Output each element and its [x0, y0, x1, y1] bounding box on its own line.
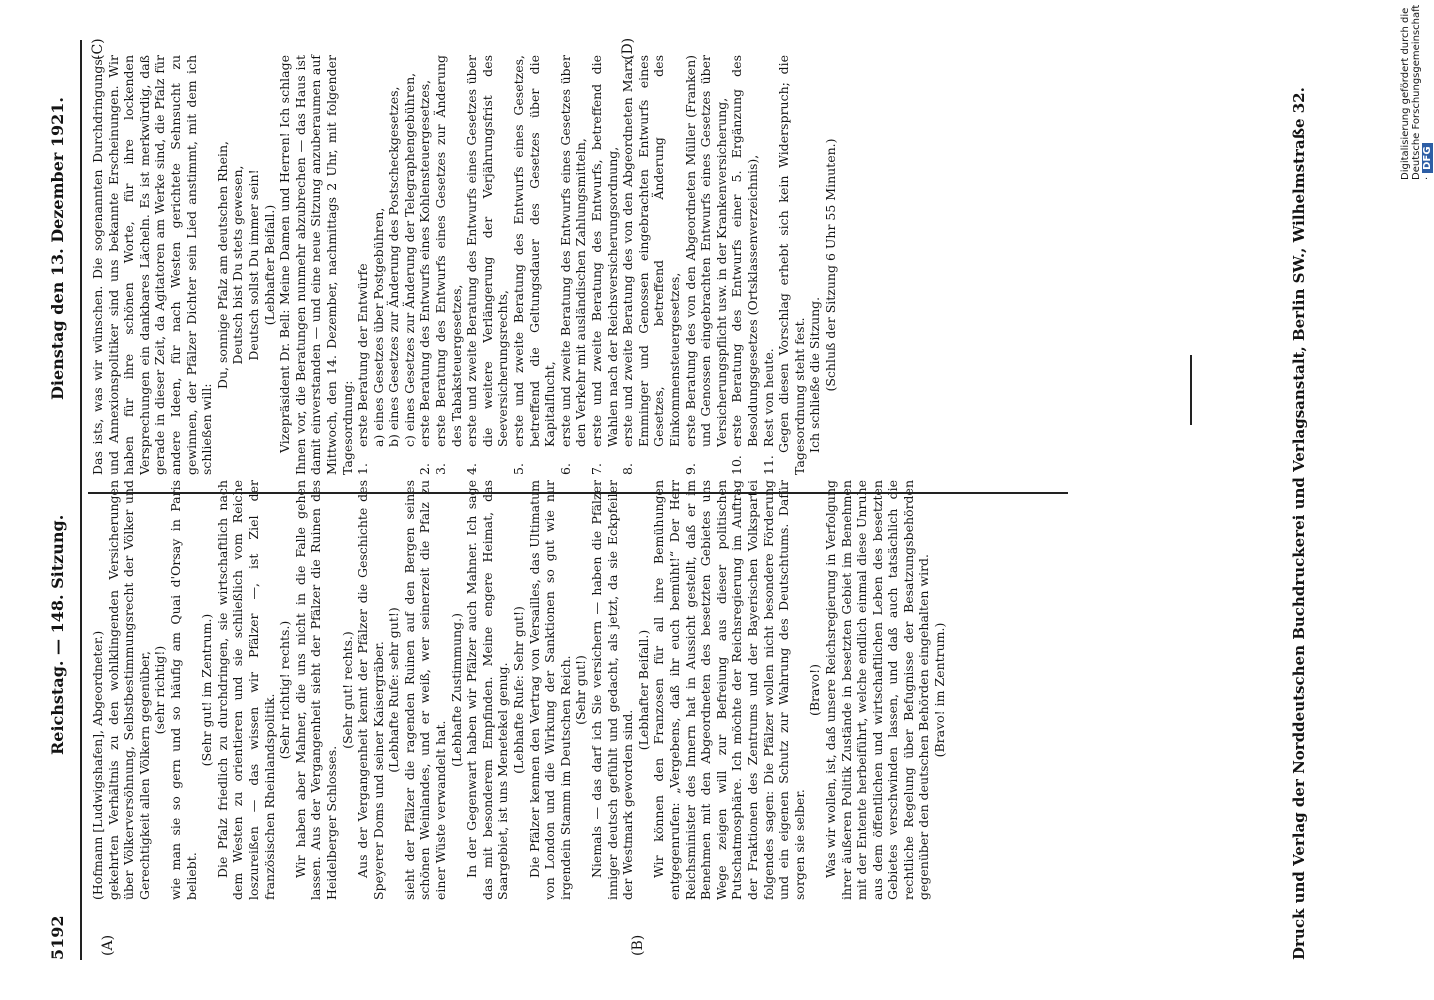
- agenda-text: erste Beratung des Entwurfs eines Kohlensteuergesetzes,: [417, 79, 433, 447]
- agenda-number: 9.: [682, 463, 698, 475]
- interjection: (Sehr gut! rechts.): [339, 631, 355, 749]
- digitization-note: [1400, 0, 1433, 180]
- interjection: (Sehr gut!): [573, 655, 589, 725]
- paragraph: Wir können den Franzosen für all ihre Bemühungen entgegenrufen: „Vergebens, daß ihr euch bemüht!“ Der Herr Reichsminister des Innern hat in Aussicht gestellt, daß er im Benehmen mit den Abgeordneten des besetzten Gebietes uns Wege zeigen will zur Befreiung aus dieser politischen Putschatmosphäre. Ich möchte der Reichsregierung im Auftrag der Fraktionen des Zentrums und der Bayerischen Volkspartei folgendes sagen: Die Pfälzer wollen nicht besondere Förderung und ein eigenen Schutz zur Wahrung des Deutschtums. Dafür sorgen sie selber.: [651, 480, 807, 900]
- paragraph: sieht der Pfälzer die ragenden Ruinen auf den Bergen seines schönen Weinlandes, und er weiß, wer seinerzeit die Pfalz zu einer Wüste verwandelt hat.: [401, 480, 449, 900]
- agenda-number: 2.: [417, 463, 433, 475]
- paragraph: In der Gegenwart haben wir Pfälzer auch Mahner. Ich sage das mit besonderem Empfinden. Meine engere Heimat, das Saargebiet, ist uns Menetekel genug.: [464, 480, 511, 900]
- agenda-item: [729, 55, 760, 475]
- digitization-text: Digitalisierung gefördert durch die Deutsche Forschungsgemeinschaft ·: [1400, 4, 1433, 180]
- page-number: 5192: [48, 915, 67, 960]
- session-title: Reichstag. — 148. Sitzung.: [48, 514, 67, 755]
- agenda-subitem: b) eines Gesetzes zur Änderung des Postscheckgesetzes,: [386, 86, 402, 447]
- paragraph: Ich schließe die Sitzung.: [807, 296, 823, 453]
- paragraph: Die Pfälzer kennen den Vertrag von Versailles, das Ultimatum von London und die Wirkung der Sanktionen so gut wie nur irgendein Stamm im Deutschen Reich.: [526, 480, 573, 900]
- agenda-number: 10.: [729, 455, 745, 475]
- paragraph: Gegen diesen Vorschlag erhebt sich kein Widerspruch; die Tagesordnung steht fest.: [776, 55, 807, 475]
- agenda-number: 8.: [620, 463, 636, 475]
- agenda-item: [620, 55, 682, 475]
- interjection: Du, sonnige Pfalz am deutschen Rhein,: [214, 141, 230, 389]
- interjection: Deutsch sollst Du immer sein!: [245, 169, 261, 361]
- margin-marker-c: (C): [90, 38, 106, 60]
- column-separator: [88, 492, 1068, 494]
- interjection: (Lebhafte Rufe: sehr gut!): [386, 607, 402, 773]
- agenda-text: erste Beratung des Entwurfs einer 5. Ergänzung des Besoldungsgesetzes (Ortsklassenverzeichnis),: [729, 55, 760, 447]
- paragraph: Aus der Vergangenheit kennt der Pfälzer die Geschichte des Speyerer Doms und seiner Kaisergräber.: [355, 480, 386, 900]
- agenda-text: Rest von heute.: [760, 348, 776, 447]
- interjection: (sehr richtig!): [152, 645, 168, 735]
- interjection: (Sehr richtig! rechts.): [277, 620, 293, 760]
- interjection: (Lebhafte Zustimmung.): [448, 613, 464, 767]
- end-rule: [1190, 355, 1192, 425]
- agenda-number: 5.: [511, 463, 527, 475]
- interjection: (Lebhafte Rufe: Sehr gut!): [511, 606, 527, 774]
- right-column: [90, 55, 839, 475]
- agenda-number: 6.: [557, 463, 573, 475]
- agenda-item: [511, 55, 558, 475]
- margin-marker-b: (B): [630, 934, 646, 956]
- agenda-text: erste und zweite Beratung des Entwurfs eines Gesetzes, betreffend die Geltungsdauer des Gesetzes über die Kapitalflucht,: [511, 55, 558, 447]
- agenda-item: [683, 55, 730, 475]
- agenda-text: erste und zweite Beratung des von den Abgeordneten Marx, Emminger und Genossen eingebrachten Entwurfs eines Gesetzes, betreffend Änderung des Einkommensteuergesetzes,: [620, 55, 682, 447]
- imprint-footer: Druck und Verlag der Norddeutschen Buchdruckerei und Verlagsanstalt, Berlin SW., Wilhelmstraße 32.: [1290, 87, 1308, 960]
- interjection: (Sehr gut! im Zentrum.): [199, 613, 215, 767]
- agenda-text: erste Beratung des Entwurfs eines Gesetzes zur Änderung des Tabaksteuergesetzes,: [433, 55, 464, 447]
- paragraph: gekehrten Verhältnis zu den wohlklingenden Versicherungen über Völkerversöhnung, Selbstbestimmungsrecht der Völker und Gerechtigkeit allen Völkern gegenüber,: [105, 480, 152, 900]
- interjection: (Schluß der Sitzung 6 Uhr 55 Minuten.): [822, 138, 838, 392]
- agenda-item: [464, 55, 511, 475]
- agenda-subitem: c) eines Gesetzes zur Änderung der Telegraphengebühren,: [401, 72, 417, 447]
- interjection: (Lebhafter Beifall.): [635, 629, 651, 751]
- paragraph: (Hofmann [Ludwigshafen], Abgeordneter.): [90, 630, 105, 900]
- agenda-text: erste und zweite Beratung des Entwurfs eines Gesetzes über den Verkehr mit ausländischen Zahlungsmitteln,: [557, 55, 589, 447]
- agenda-item: [761, 55, 777, 475]
- paragraph: Was wir wollen, ist, daß unsere Reichsregierung in Verfolgung ihrer äußeren Politik Zustände in besetzten Gebiet im Benehmen mit der Entente herbeiführt, welche endlich einmal diese Unruhe aus dem öffentlichen und wirtschaftlichen Leben des besetzten Gebietes verschwinden lassen, und daß auch tatsächlich die rechtliche Regelung über Befugnisse der Besatzungsbehörden gegenüber den deutschen Behörden eingehalten wird.: [822, 480, 932, 900]
- agenda-item: [433, 55, 464, 475]
- interjection: (Bravo! im Zentrum.): [932, 622, 948, 758]
- agenda-item: [417, 55, 433, 475]
- paragraph: Wir haben aber Mahner, die uns nicht in die Falle gehen lassen. Aus der Vergangenheit sieht der Pfälzer die Ruinen des Heidelberger Schlosses.: [292, 480, 339, 900]
- margin-marker-a: (A): [100, 934, 116, 956]
- session-date: Dienstag den 13. Dezember 1921.: [48, 97, 67, 400]
- agenda-subitem: a) eines Gesetzes über Postgebühren,: [370, 207, 386, 447]
- interjection: (Bravo!): [807, 664, 823, 716]
- agenda-number: 7.: [589, 463, 604, 475]
- paragraph: wie man sie so gern und so häufig am Quai d'Orsay in Paris beliebt.: [167, 480, 199, 900]
- paragraph: Das ists, was wir wünschen. Die sogenannten Durchdringungs- und Annexionspolitiker sind uns bekannte Erscheinungen. Wir haben für ihre schönen Worte, für ihre lockenden Versprechungen ein dankbares Lächeln. Es ist merkwürdig, daß gerade in dieser Zeit, da Agitatoren am Werke sind, die Pfalz für andere Ideen, für nach Westen gerichtete Sehnsucht zu gewinnen, der Pfälzer Dichter sein Lied anstimmt, mit dem ich schließen will:: [90, 55, 215, 475]
- paragraph: Niemals — das darf ich Sie versichern — haben die Pfälzer inniger deutsch gefühlt und gedacht, als jetzt, da sie Eckpfeiler der Westmark geworden sind.: [589, 480, 636, 900]
- paragraph: Die Pfalz friedlich zu durchdringen, sie wirtschaftlich nach dem Westen zu orientieren und sie schließlich vom Reiche loszureißen — das wissen wir Pfälzer —, ist Ziel der französischen Rheinlandspolitik.: [214, 480, 277, 900]
- margin-marker-d: (D): [620, 37, 636, 60]
- paragraph: Vizepräsident Dr. Bell: Meine Damen und Herren! Ich schlage Ihnen vor, die Beratungen nunmehr abzubrechen — das Haus ist damit einverstanden — und eine neue Sitzung anzuberaumen auf Mittwoch, den 14. Dezember, nachmittags 2 Uhr, mit folgender Tagesordnung:: [277, 55, 355, 475]
- agenda-item: [589, 55, 620, 475]
- agenda-number: 1.: [355, 463, 371, 475]
- page-header: [48, 40, 82, 960]
- left-column: [90, 480, 948, 900]
- agenda-number: 11.: [760, 455, 776, 475]
- agenda-number: 3.: [433, 463, 449, 475]
- agenda-item: [558, 55, 589, 475]
- agenda-item: [355, 55, 371, 475]
- interjection: (Lebhafter Beifall.): [261, 204, 277, 326]
- agenda-text: erste und zweite Beratung des Entwurfs eines Gesetzes über die weitere Verlängerung der Verjährungsfrist des Seeversicherungsrechts,: [464, 55, 511, 447]
- dfg-logo: DFG: [1422, 143, 1433, 172]
- agenda-text: erste Beratung der Entwürfe: [355, 263, 371, 447]
- agenda-number: 4.: [464, 463, 480, 475]
- agenda-text: erste Beratung des von den Abgeordneten Müller (Franken) und Genossen eingebrachten Entwurfs eines Gesetzes über Versicherungspflicht usw. in der Krankenversicherung,: [682, 55, 729, 447]
- header-rule: [80, 40, 82, 960]
- agenda-text: erste und zweite Beratung des Entwurfs, betreffend die Wahlen nach der Reichsversicherungsordnung,: [589, 55, 620, 447]
- interjection: Deutsch bist Du stets gewesen,: [230, 165, 246, 365]
